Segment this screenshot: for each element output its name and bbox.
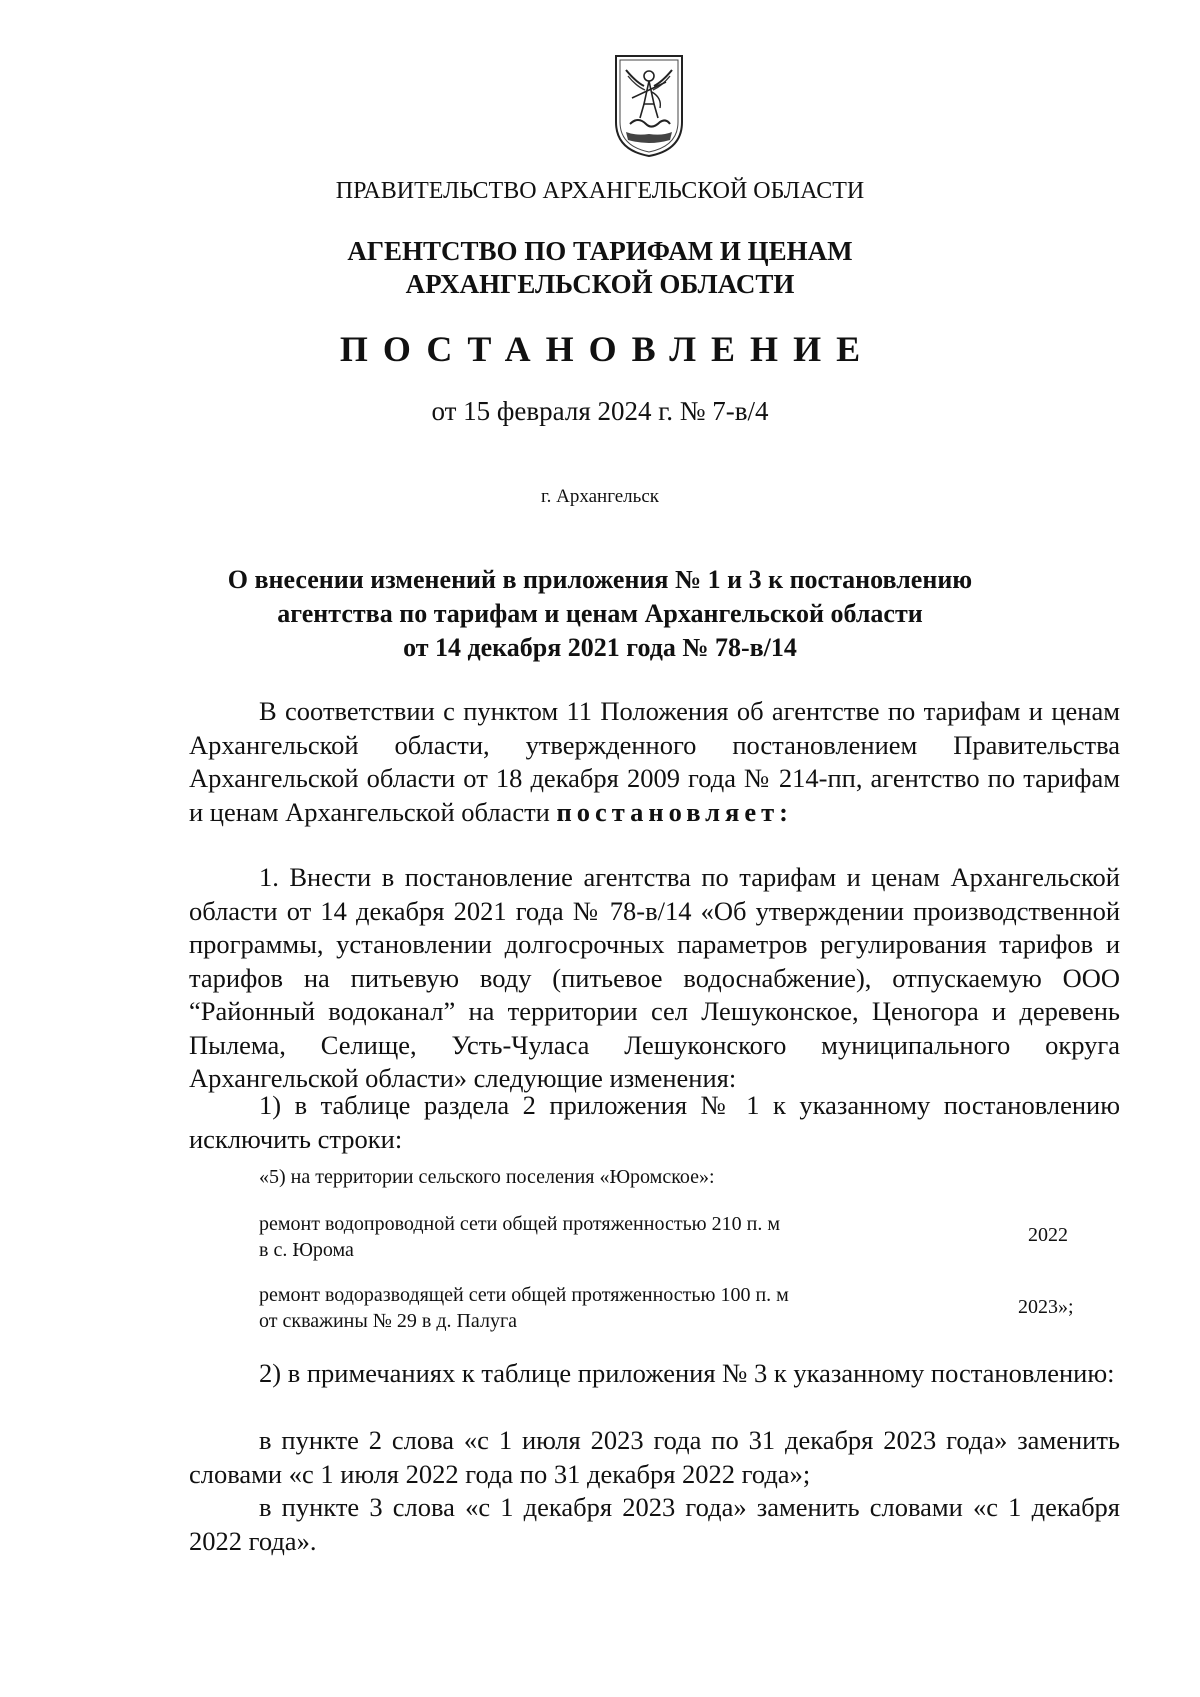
preamble-paragraph — [189, 695, 1120, 829]
agency-name-line1: АГЕНТСТВО ПО ТАРИФАМ И ЦЕНАМ — [347, 236, 853, 266]
subject-line2: агентства по тарифам и ценам Архангельской области — [277, 599, 923, 628]
clause-1-2-paragraph: 2) в примечаниях к таблице приложения № 3 к указанному постановлению: — [259, 1358, 1115, 1388]
excerpt-row-2-line2: от скважины № 29 в д. Палуга — [259, 1310, 518, 1332]
excerpt-row-2 — [259, 1282, 899, 1334]
document-type-title: ПОСТАНОВЛЕНИЕ — [339, 329, 876, 369]
excerpt-row-1-line2: в с. Юрома — [259, 1239, 354, 1261]
excerpt-row-2-year: 2023»; — [1018, 1296, 1074, 1318]
agency-name — [0, 235, 1200, 301]
clause-point-2-paragraph: в пункте 2 слова «с 1 июля 2023 года по 31 декабря 2023 года» заменить словами «с 1 июля 2022 года по 31 декабря 2022 года»; — [189, 1425, 1120, 1489]
city: г. Архангельск — [540, 486, 659, 507]
government-name: ПРАВИТЕЛЬСТВО АРХАНГЕЛЬСКОЙ ОБЛАСТИ — [335, 178, 865, 204]
excerpt-row-1-line1: ремонт водопроводной сети общей протяженностью 210 п. м — [259, 1213, 780, 1235]
excerpt-row-1-year: 2022 — [1028, 1224, 1068, 1246]
clause-point-3-paragraph: в пункте 3 слова «с 1 декабря 2023 года» заменить словами «с 1 декабря 2022 года». — [189, 1492, 1120, 1556]
resolves-word: постановляет: — [556, 796, 793, 827]
subject-line1: О внесении изменений в приложения № 1 и 3 к постановлению — [227, 565, 973, 594]
excerpt-heading: «5) на территории сельского поселения «Юромское»: — [259, 1166, 715, 1188]
subject-line3: от 14 декабря 2021 года № 78-в/14 — [403, 633, 797, 662]
date-and-number: от 15 февраля 2024 г. № 7-в/4 — [431, 396, 769, 426]
clause-1-1-paragraph: 1) в таблице раздела 2 приложения № 1 к указанному постановлению исключить строки: — [189, 1090, 1120, 1154]
preamble-text: В соответствии с пунктом 11 Положения об агентстве по тарифам и ценам Архангельской области, утвержденного постановлением Правительства Архангельской области от 18 декабря 2009 года № 214-пп, агентство по тарифам и ценам Архангельской области — [189, 696, 1120, 827]
agency-name-line2: АРХАНГЕЛЬСКОЙ ОБЛАСТИ — [405, 269, 795, 299]
excerpt-row-2-line1: ремонт водоразводящей сети общей протяженностью 100 п. м — [259, 1284, 789, 1306]
clause-1-paragraph: 1. Внести в постановление агентства по тарифам и ценам Архангельской области от 14 декабря 2021 года № 78-в/14 «Об утверждении производственной программы, установлении долгосрочных параметров регулирования тарифов и тарифов на питьевую воду (питьевое водоснабжение), отпускаемую ООО “Районный водоканал” на территории сел Лешуконское, Ценогора и деревень Пылема, Селище, Усть-Чуласа Лешуконского муниципального округа Архангельской области» следующие изменения: — [189, 862, 1120, 1093]
excerpt-row-1 — [259, 1211, 899, 1263]
arkhangelsk-coat-of-arms-icon — [612, 52, 686, 160]
document-subject — [0, 563, 1200, 665]
